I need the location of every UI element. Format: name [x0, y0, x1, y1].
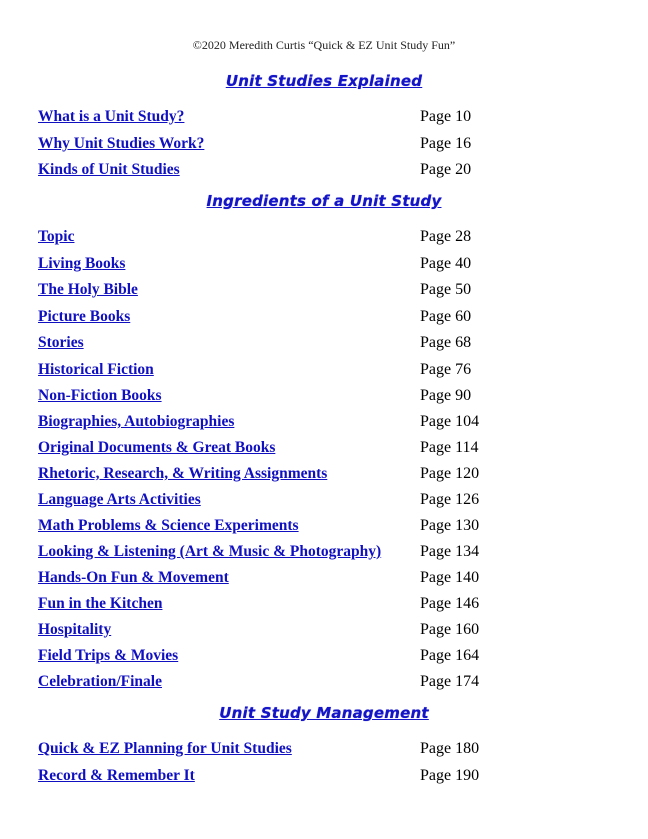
toc-entry-page: Page 90: [420, 387, 472, 404]
toc-entry[interactable]: [38, 413, 488, 437]
toc-entry[interactable]: [38, 281, 488, 305]
toc-entry[interactable]: [38, 621, 488, 645]
toc-entry-page: Page 120: [420, 465, 480, 482]
toc-entry-link[interactable]: Kinds of Unit Studies: [38, 161, 180, 178]
toc-entry[interactable]: [38, 135, 488, 159]
toc-entry-page: Page 10: [420, 108, 472, 125]
toc-entry-page: Page 126: [420, 491, 480, 508]
toc-entry-link[interactable]: What is a Unit Study?: [38, 108, 185, 125]
toc-entry-page: Page 146: [420, 595, 480, 612]
toc-entry-page: Page 180: [420, 740, 480, 757]
toc-entry-link[interactable]: Quick & EZ Planning for Unit Studies: [38, 740, 292, 757]
toc-entry-link[interactable]: Record & Remember It: [38, 767, 195, 784]
toc-entry[interactable]: [38, 517, 488, 541]
toc-entry-page: Page 174: [420, 673, 480, 690]
toc-entry[interactable]: [38, 491, 488, 515]
toc-entry-link[interactable]: Fun in the Kitchen: [38, 595, 163, 612]
toc-entry-page: Page 190: [420, 767, 480, 784]
toc-entry[interactable]: [38, 673, 488, 697]
toc-entry[interactable]: [38, 387, 488, 411]
toc-entry-page: Page 134: [420, 543, 480, 560]
toc-entry[interactable]: [38, 108, 488, 132]
toc-entry-page: Page 60: [420, 308, 472, 325]
toc-entry[interactable]: [38, 740, 488, 764]
toc-entry[interactable]: [38, 439, 488, 463]
toc-entry-page: Page 76: [420, 361, 472, 378]
toc-entry[interactable]: [38, 308, 488, 332]
toc-entry[interactable]: [38, 569, 488, 593]
toc-entry[interactable]: [38, 647, 488, 671]
toc-entry-link[interactable]: Historical Fiction: [38, 361, 154, 378]
toc-entry-link[interactable]: Picture Books: [38, 308, 131, 325]
toc-entry[interactable]: [38, 228, 488, 252]
toc-entry[interactable]: [38, 595, 488, 619]
toc-entry-link[interactable]: Math Problems & Science Experiments: [38, 517, 299, 534]
toc-entry-page: Page 68: [420, 334, 472, 351]
toc-entry-page: Page 28: [420, 228, 472, 245]
toc-entry-link[interactable]: Looking & Listening (Art & Music & Photography): [38, 543, 382, 560]
section-title-unit-studies-explained: Unit Studies Explained: [225, 72, 423, 90]
page-header: ©2020 Meredith Curtis “Quick & EZ Unit Study Fun”: [192, 38, 456, 52]
toc-entry-link[interactable]: Field Trips & Movies: [38, 647, 179, 664]
toc-entry-link[interactable]: Biographies, Autobiographies: [38, 413, 235, 430]
toc-entry-link[interactable]: Hands-On Fun & Movement: [38, 569, 229, 586]
toc-entry-link[interactable]: Non-Fiction Books: [38, 387, 162, 404]
section-title-ingredients: Ingredients of a Unit Study: [206, 192, 442, 210]
toc-entry-link[interactable]: Celebration/Finale: [38, 673, 162, 690]
toc-entry-link[interactable]: Topic: [38, 228, 75, 245]
toc-entry-page: Page 130: [420, 517, 480, 534]
toc-entry-link[interactable]: Hospitality: [38, 621, 112, 638]
toc-entry[interactable]: [38, 334, 488, 358]
toc-entry-link[interactable]: Living Books: [38, 255, 126, 272]
toc-entry-page: Page 140: [420, 569, 480, 586]
toc-entry[interactable]: [38, 161, 488, 185]
toc-entry-page: Page 160: [420, 621, 480, 638]
toc-entry-page: Page 50: [420, 281, 472, 298]
toc-entry-link[interactable]: Stories: [38, 334, 84, 351]
toc-entry-link[interactable]: Original Documents & Great Books: [38, 439, 276, 456]
toc-entry-link[interactable]: The Holy Bible: [38, 281, 138, 298]
toc-entry[interactable]: [38, 543, 488, 567]
toc-entry-page: Page 164: [420, 647, 480, 664]
toc-entry-page: Page 114: [420, 439, 479, 456]
toc-entry-page: Page 16: [420, 135, 472, 152]
toc-entry[interactable]: [38, 465, 488, 489]
toc-entry[interactable]: [38, 767, 488, 791]
toc-entry[interactable]: [38, 255, 488, 279]
toc-entry-link[interactable]: Language Arts Activities: [38, 491, 201, 508]
toc-entry-page: Page 40: [420, 255, 472, 272]
toc-entry-page: Page 20: [420, 161, 472, 178]
toc-entry-link[interactable]: Why Unit Studies Work?: [38, 135, 205, 152]
toc-entry[interactable]: [38, 361, 488, 385]
section-title-unit-study-management: Unit Study Management: [219, 704, 429, 722]
toc-entry-link[interactable]: Rhetoric, Research, & Writing Assignments: [38, 465, 328, 482]
toc-entry-page: Page 104: [420, 413, 480, 430]
